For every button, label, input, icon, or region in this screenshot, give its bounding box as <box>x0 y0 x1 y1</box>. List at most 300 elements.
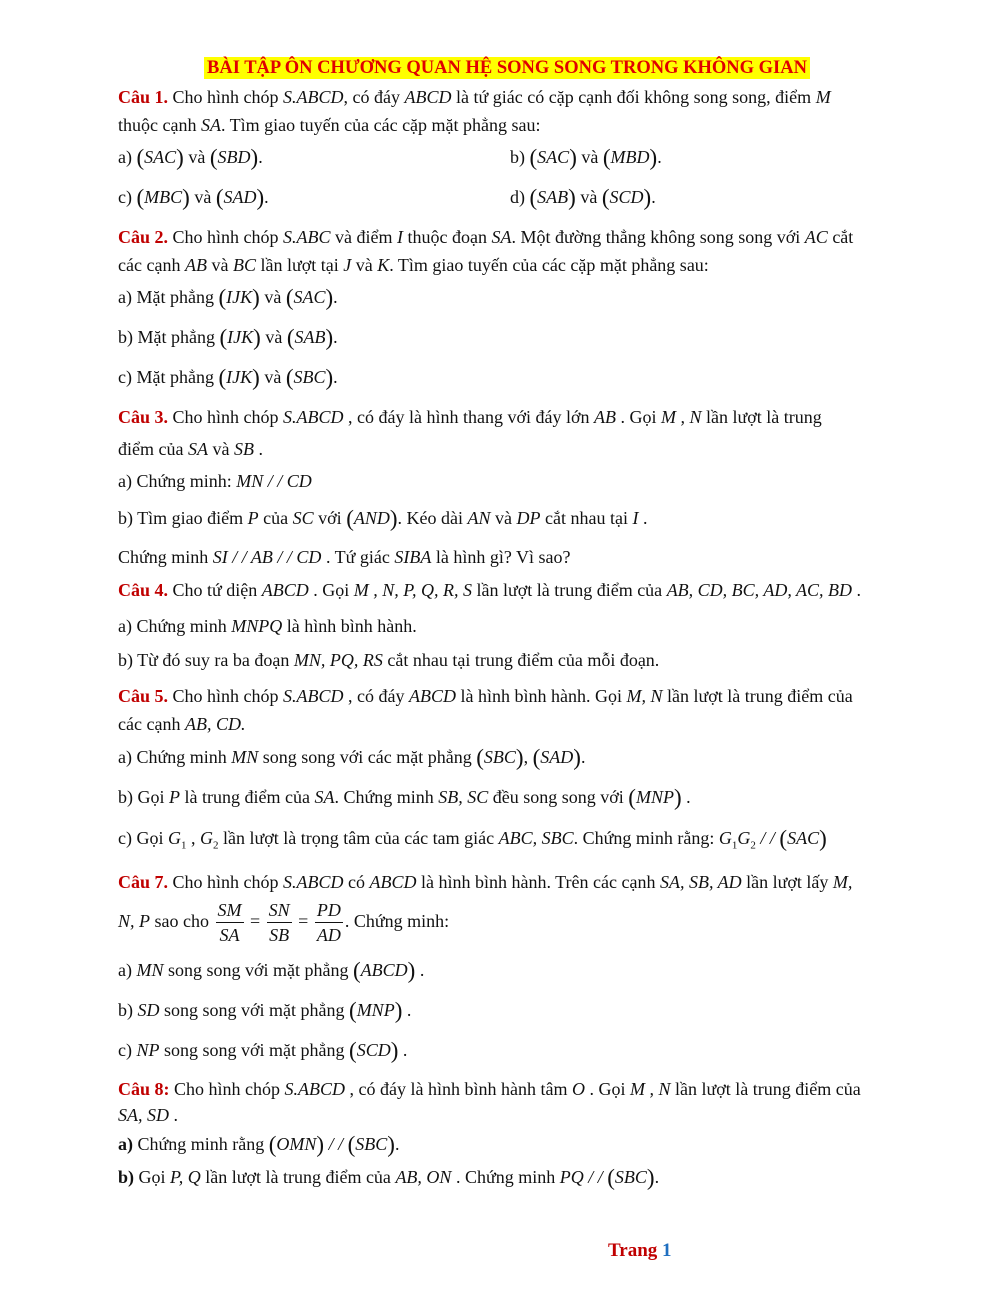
text: Cho hình chóp <box>169 1079 285 1099</box>
paren: ( <box>353 958 361 983</box>
text: Cho hình chóp <box>168 87 284 107</box>
paren: ( <box>529 145 538 170</box>
plane: SBC <box>355 1134 388 1154</box>
text: và <box>183 147 210 167</box>
numerator: SN <box>267 898 292 923</box>
page-footer <box>608 1240 672 1262</box>
text: cắt nhau tại <box>540 508 633 528</box>
subscript: 1 <box>731 839 738 852</box>
paren: ) <box>176 145 184 170</box>
q3-c <box>118 546 570 568</box>
paren: ( <box>285 285 294 310</box>
text: . <box>415 960 425 980</box>
math: S.ABCD <box>283 686 344 706</box>
text: . <box>333 367 338 387</box>
math: K <box>377 255 390 275</box>
math: SIBA <box>394 547 432 567</box>
text: . <box>402 1000 412 1020</box>
paren: ( <box>347 1132 356 1157</box>
text: song song với mặt phẳng <box>159 1000 350 1020</box>
text: lần lượt là trung điểm của <box>200 1167 396 1187</box>
text: thuộc đoạn <box>403 227 492 247</box>
text: với <box>313 508 347 528</box>
math: G <box>199 828 213 848</box>
math: SB <box>233 439 254 459</box>
paren: ( <box>779 826 788 851</box>
math: AC <box>804 227 828 247</box>
text: . <box>580 747 586 767</box>
math: / / <box>755 828 780 848</box>
q1-line2 <box>118 114 541 136</box>
plane: SAD <box>540 747 574 767</box>
plane: SCD <box>609 187 644 207</box>
math: ABCD <box>261 580 309 600</box>
text: . Kéo dài <box>397 508 468 528</box>
text: b) Gọi <box>118 787 169 807</box>
text: lần lượt là trọng tâm của các tam giác <box>218 828 499 848</box>
paren: ) <box>643 185 652 210</box>
paren: ) <box>316 1132 325 1157</box>
item-label: b) <box>118 1167 135 1187</box>
text: và <box>259 367 286 387</box>
plane: SAC <box>787 828 820 848</box>
text: . Gọi <box>308 580 354 600</box>
text: và <box>260 327 287 347</box>
math: S.ABCD <box>284 1079 346 1099</box>
math: M , N <box>629 1079 671 1099</box>
paren: ( <box>219 325 228 350</box>
plane: SCD <box>356 1040 391 1060</box>
text: . <box>264 187 269 207</box>
plane: SBC <box>293 367 326 387</box>
paren: ) <box>569 145 577 170</box>
math: AN <box>467 508 491 528</box>
math: AB <box>594 407 617 427</box>
q7-line1 <box>118 871 852 893</box>
paren: ) <box>325 325 334 350</box>
text: và <box>575 187 602 207</box>
text: Cho tứ diện <box>168 580 262 600</box>
paren: ) <box>568 185 576 210</box>
plane: IJK <box>226 367 253 387</box>
math: / / <box>324 1134 348 1154</box>
q5-label: Câu 5. <box>118 686 169 706</box>
text: b) <box>118 1000 138 1020</box>
text: . <box>258 147 263 167</box>
paren: ) <box>253 325 261 350</box>
q1-label: Câu 1. <box>118 87 169 107</box>
math: MN, PQ, RS <box>293 650 383 670</box>
text: song song với mặt phẳng <box>163 960 353 980</box>
paren: ( <box>349 998 357 1023</box>
math: P <box>247 508 259 528</box>
text: là hình gì? Vì sao? <box>431 547 571 567</box>
q5-line1 <box>118 685 853 707</box>
math: P <box>169 787 180 807</box>
q8-line1 <box>118 1078 861 1100</box>
q8-label: Câu 8: <box>118 1079 170 1099</box>
text: . Chứng minh <box>334 787 439 807</box>
paren: ) <box>673 785 682 810</box>
text: . Chứng minh rằng: <box>573 828 719 848</box>
text: . Tìm giao tuyến của các cặp mặt phẳng sau: <box>389 255 709 275</box>
q1-a <box>118 146 263 168</box>
text: c) <box>118 1040 137 1060</box>
text: . Tìm giao tuyến của các cặp mặt phẳng sau: <box>220 115 541 135</box>
paren: ( <box>532 745 541 770</box>
text: . Tứ giác <box>321 547 395 567</box>
q1-c <box>118 186 269 208</box>
numerator: PD <box>315 898 343 923</box>
math: AB, ON <box>395 1167 452 1187</box>
plane: MBC <box>144 187 183 207</box>
q2-line1 <box>118 226 853 248</box>
math: AB, CD, BC, AD, AC, BD <box>666 580 853 600</box>
plane: SAC <box>293 287 326 307</box>
text: c) Mặt phẳng <box>118 367 219 387</box>
math: ABC, SBC <box>498 828 574 848</box>
text: , có đáy <box>343 686 409 706</box>
text: đều song song với <box>488 787 629 807</box>
math: ABCD <box>369 872 417 892</box>
math: AB, CD. <box>184 714 246 734</box>
text: và điểm <box>330 227 397 247</box>
q1-b <box>510 146 662 168</box>
q4-a <box>118 615 417 637</box>
paren: ) <box>394 998 403 1023</box>
math: SA <box>200 115 221 135</box>
text: là hình bình hành. Trên các cạnh <box>416 872 660 892</box>
q3-label: Câu 3. <box>118 407 169 427</box>
plane: SAC <box>144 147 177 167</box>
text: . <box>654 1167 660 1187</box>
math: NP <box>136 1040 160 1060</box>
text: Cho hình chóp <box>168 407 284 427</box>
q3-a <box>118 470 312 492</box>
text: . <box>253 439 263 459</box>
text: và <box>259 287 286 307</box>
q7-line2 <box>118 897 449 947</box>
q2-line2 <box>118 254 709 276</box>
paren: ) <box>407 958 416 983</box>
plane: SBD <box>217 147 251 167</box>
math: SA, SD <box>118 1105 169 1125</box>
q5-a <box>118 746 585 768</box>
math: AB <box>184 255 207 275</box>
q4-line1 <box>118 579 861 601</box>
math: J <box>343 255 352 275</box>
math: MNPQ <box>231 616 283 636</box>
math: S.ABCD <box>283 872 344 892</box>
text: là tứ giác có cặp cạnh đối không song song, điểm <box>451 87 816 107</box>
page-title: BÀI TẬP ÔN CHƯƠNG QUAN HỆ SONG SONG TRONG KHÔNG GIAN <box>204 57 810 79</box>
plane: OMN <box>276 1134 317 1154</box>
text: Gọi <box>134 1167 171 1187</box>
text: c) <box>118 187 137 207</box>
text: lần lượt lấy <box>741 872 833 892</box>
equals: = <box>293 911 313 931</box>
q4-b <box>118 649 659 671</box>
paren: ( <box>268 1132 277 1157</box>
text: . <box>852 580 862 600</box>
paren: ) <box>252 285 260 310</box>
text: . <box>333 287 338 307</box>
numerator: SM <box>216 898 244 923</box>
q7-c <box>118 1039 407 1061</box>
text: và <box>207 439 234 459</box>
math: M <box>815 87 831 107</box>
q1-line1 <box>118 86 831 108</box>
plane: MNP <box>356 1000 395 1020</box>
math: SD <box>137 1000 160 1020</box>
math: O <box>571 1079 585 1099</box>
text: và <box>576 147 603 167</box>
math: M, <box>832 872 853 892</box>
math: G <box>718 828 732 848</box>
paren: ( <box>601 185 610 210</box>
math: I <box>397 227 403 247</box>
text: . <box>394 1134 400 1154</box>
q8-a <box>118 1133 399 1155</box>
item-label: a) <box>118 1134 133 1154</box>
text: . Gọi <box>584 1079 630 1099</box>
q3-line1 <box>118 406 822 428</box>
paren: ) <box>573 745 581 770</box>
math: G <box>167 828 181 848</box>
math: I <box>632 508 639 528</box>
text: thuộc cạnh <box>118 115 201 135</box>
plane: IJK <box>226 287 253 307</box>
text: , <box>523 747 533 767</box>
q7-b <box>118 999 411 1021</box>
subscript: 1 <box>180 839 187 852</box>
text: a) Chứng minh: <box>118 471 237 491</box>
paren: ( <box>349 1038 357 1063</box>
text: lần lượt là trung điểm của <box>471 580 667 600</box>
paren: ( <box>136 185 145 210</box>
math: MN / / CD <box>236 471 312 491</box>
text: b) <box>510 147 530 167</box>
paren: ) <box>250 145 259 170</box>
paren: ( <box>529 185 538 210</box>
equals: = <box>245 911 265 931</box>
math: SI / / AB / / CD <box>212 547 322 567</box>
text: và <box>206 255 233 275</box>
math: SA <box>187 439 208 459</box>
fraction-pd-ad <box>315 898 343 947</box>
q8-b <box>118 1166 659 1188</box>
subscript: 2 <box>212 839 219 852</box>
math: SC <box>292 508 314 528</box>
math: N, P <box>118 911 151 931</box>
paren: ) <box>649 145 658 170</box>
text: là hình bình hành. <box>282 616 417 636</box>
paren: ) <box>515 745 524 770</box>
text: là trung điểm của <box>180 787 315 807</box>
paren: ) <box>646 1165 655 1190</box>
math: S.ABCD <box>283 407 344 427</box>
paren: ) <box>389 506 398 531</box>
text: lần lượt tại <box>255 255 344 275</box>
text: các cạnh <box>118 714 185 734</box>
text: cắt nhau tại trung điểm của mỗi đoạn. <box>382 650 660 670</box>
plane: IJK <box>227 327 254 347</box>
text: , có đáy <box>343 87 405 107</box>
plane: SBC <box>483 747 516 767</box>
text: là hình bình hành. Gọi <box>456 686 627 706</box>
math: P, Q <box>170 1167 201 1187</box>
math: M, N <box>626 686 663 706</box>
text: c) Gọi <box>118 828 168 848</box>
text: Chứng minh <box>118 547 213 567</box>
text: điểm của <box>118 439 188 459</box>
denominator: AD <box>316 925 341 946</box>
paren: ( <box>346 506 354 531</box>
q5-b <box>118 786 691 808</box>
text: và <box>490 508 517 528</box>
text: song song với các mặt phẳng <box>258 747 477 767</box>
q3-b <box>118 507 648 529</box>
paren: ( <box>602 145 611 170</box>
text: cắt <box>827 227 854 247</box>
text: a) Mặt phẳng <box>118 287 219 307</box>
text: . <box>169 1105 178 1125</box>
text: b) Từ đó suy ra ba đoạn <box>118 650 294 670</box>
plane: ABCD <box>360 960 408 980</box>
text: lần lượt là trung điểm của <box>670 1079 861 1099</box>
math: BC <box>232 255 256 275</box>
paren: ( <box>628 785 636 810</box>
math: SA <box>314 787 335 807</box>
plane: AND <box>353 508 390 528</box>
subscript: 2 <box>750 839 756 852</box>
text: . Chứng minh: <box>344 911 450 931</box>
fraction-sm-sa <box>216 898 244 947</box>
q2-b <box>118 326 338 348</box>
paren: ) <box>325 285 334 310</box>
text: . <box>638 508 648 528</box>
plane: SBC <box>614 1167 647 1187</box>
text: song song với mặt phẳng <box>159 1040 350 1060</box>
paren: ( <box>215 185 224 210</box>
q2-label: Câu 2. <box>118 227 169 247</box>
paren: ( <box>218 285 227 310</box>
paren: ) <box>252 365 260 390</box>
paren: ( <box>136 145 145 170</box>
text: . <box>657 147 662 167</box>
text: d) <box>510 187 530 207</box>
text: lần lượt là trung <box>701 407 822 427</box>
text: . <box>333 327 338 347</box>
text: a) <box>118 147 137 167</box>
text: b) Tìm giao điểm <box>118 508 248 528</box>
math: G <box>737 828 751 848</box>
text: a) Chứng minh <box>118 747 232 767</box>
paren: ( <box>218 365 227 390</box>
text: a) Chứng minh <box>118 616 232 636</box>
plane: MBD <box>610 147 650 167</box>
q7-label: Câu 7. <box>118 872 169 892</box>
q7-a <box>118 959 424 981</box>
text: Cho hình chóp <box>168 872 284 892</box>
math: SA, SB, AD <box>659 872 742 892</box>
denominator: SA <box>219 925 240 946</box>
text: . Chứng minh <box>451 1167 560 1187</box>
math: ABCD <box>409 686 456 706</box>
q2-a <box>118 286 338 308</box>
paren: ) <box>182 185 190 210</box>
paren: ( <box>285 365 294 390</box>
math: ABCD <box>404 87 452 107</box>
fraction-sn-sb <box>267 898 292 947</box>
plane: SAB <box>294 327 326 347</box>
text: của <box>258 508 293 528</box>
paren: ) <box>387 1132 395 1157</box>
text: . Gọi <box>616 407 662 427</box>
paren: ) <box>390 1038 399 1063</box>
q5-line2 <box>118 713 245 735</box>
paren: ) <box>819 826 827 851</box>
text: và <box>351 255 378 275</box>
math: M , N <box>661 407 702 427</box>
page-number: 1 <box>662 1240 672 1261</box>
text: b) Mặt phẳng <box>118 327 220 347</box>
math: S.ABCD <box>283 87 344 107</box>
text: lần lượt là trung điểm của <box>662 686 853 706</box>
text: , <box>186 828 200 848</box>
plane: MNP <box>635 787 674 807</box>
math: DP <box>516 508 541 528</box>
text: , có đáy là hình bình hành tâm <box>345 1079 572 1099</box>
text: . <box>398 1040 408 1060</box>
text: a) <box>118 960 137 980</box>
page-label: Trang <box>608 1240 663 1261</box>
q1-d <box>510 186 656 208</box>
q5-c <box>118 827 827 857</box>
q4-label: Câu 4. <box>118 580 169 600</box>
text: Chứng minh rằng <box>133 1134 269 1154</box>
text: , có đáy là hình thang với đáy lớn <box>343 407 595 427</box>
paren: ( <box>286 325 295 350</box>
text: Cho hình chóp <box>168 227 284 247</box>
math: M , N, P, Q, R, S <box>353 580 472 600</box>
text: các cạnh <box>118 255 185 275</box>
paren: ( <box>209 145 218 170</box>
plane: SAD <box>223 187 257 207</box>
text: . <box>651 187 656 207</box>
text: . Một đường thẳng không song song với <box>511 227 805 247</box>
text: sao cho <box>150 911 214 931</box>
paren: ) <box>256 185 265 210</box>
math: SB, SC <box>438 787 489 807</box>
q3-line2 <box>118 438 263 460</box>
paren: ) <box>325 365 334 390</box>
math: PQ / / <box>559 1167 608 1187</box>
math: MN <box>136 960 164 980</box>
text: . <box>681 787 691 807</box>
plane: SAC <box>537 147 570 167</box>
q2-c <box>118 366 338 388</box>
plane: SAB <box>537 187 569 207</box>
q8-line2 <box>118 1104 178 1126</box>
text: và <box>189 187 216 207</box>
paren: ( <box>476 745 484 770</box>
paren: ( <box>607 1165 615 1190</box>
math: MN <box>231 747 259 767</box>
math: S.ABC <box>283 227 331 247</box>
text: có <box>343 872 370 892</box>
denominator: SB <box>269 925 290 946</box>
